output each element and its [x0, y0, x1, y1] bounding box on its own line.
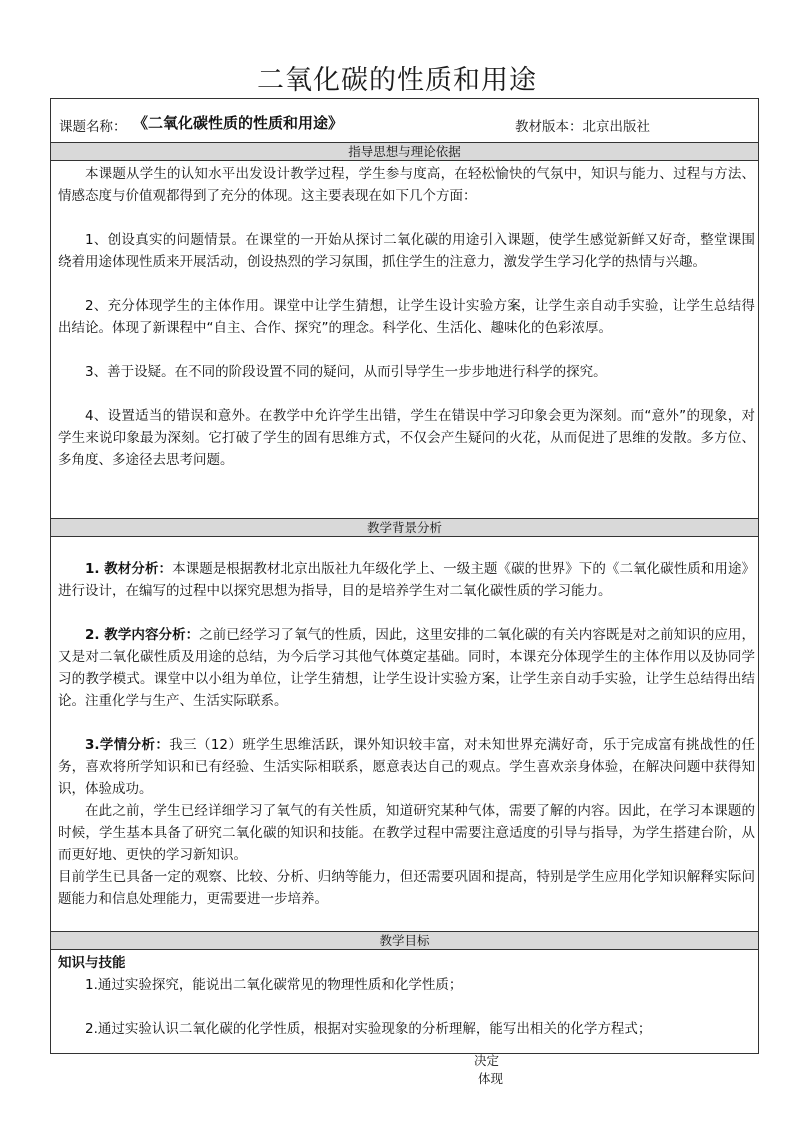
guiding-paragraph: 2、充分体现学生的主体作用。课堂中让学生猜想，让学生设计实验方案，让学生亲自动手实验，让学生总结得出结论。体现了新课程中“自主、合作、探究”的理念。科学化、生活化、趣味化的色彩浓厚。	[58, 298, 755, 336]
overflow-text	[474, 1052, 503, 1088]
lesson-table	[50, 98, 759, 1054]
guiding-paragraph: 4、设置适当的错误和意外。在教学中允许学生出错，学生在错误中学习印象会更为深刻。而“意外”的现象，对学生来说印象最为深刻。它打破了学生的固有思维方式，不仅会产生疑问的火花，从而促进了思维的发散。多方位、多角度、多途径去思考问题。	[58, 408, 755, 468]
background-paragraph: 在此之前，学生已经详细学习了氧气的有关性质，知道研究某种气体，需要了解的内容。因此，在学习本课题的时候，学生基本具备了研究二氧化碳的知识和技能。在教学过程中需要注意适度的引导与指导，为学生搭建台阶，从而更好地、更快的学习新知识。	[58, 803, 755, 863]
guiding-paragraph: 1、创设真实的问题情景。在课堂的一开始从探讨二氧化碳的用途引入课题，使学生感觉新鲜又好奇，整堂课围绕着用途体现性质来开展活动，创设热烈的学习氛围，抓住学生的注意力，激发学生学习化学的热情与兴趣。	[58, 232, 755, 270]
background-paragraph: 2. 教学内容分析：之前已经学习了氧气的性质，因此，这里安排的二氧化碳的有关内容既是对之前知识的应用，又是对二氧化碳性质及用途的总结，为今后学习其他气体奠定基础。同时，本课充分体现学生的主体作用以及协同学习的教学模式。课堂中以小组为单位，让学生猜想，让学生设计实验方案，让学生亲自动手实验，让学生总结得出结论。注重化学与生产、生活实际联系。	[58, 627, 755, 709]
textbook-edition: 教材版本：北京出版社	[515, 119, 650, 135]
page-title: 二氧化碳的性质和用途	[257, 65, 537, 96]
course-label: 课题名称：	[59, 119, 127, 135]
course-info-row	[51, 99, 758, 143]
background-paragraph: 3.学情分析：我三（12）班学生思维活跃，课外知识较丰富，对未知世界充满好奇，乐于完成富有挑战性的任务，喜欢将所学知识和已有经验、生活实际相联系，愿意表达自己的观点。学生喜欢亲身体验，在解决问题中获得知识，体验成功。	[58, 737, 755, 797]
paragraph-label: 3.学情分析：	[85, 737, 170, 753]
overflow-line: 体现	[478, 1071, 504, 1086]
section-heading-background: 教学背景分析	[51, 518, 758, 537]
paragraph-label: 2. 教学内容分析：	[85, 627, 200, 643]
overflow-line: 决定	[474, 1053, 500, 1068]
goals-subheading: 知识与技能	[58, 955, 126, 971]
guiding-paragraph: 本课题从学生的认知水平出发设计教学过程，学生参与度高，在轻松愉快的气氛中，知识与能力、过程与方法、情感态度与价值观都得到了充分的体现。这主要表现在如下几个方面：	[58, 166, 755, 204]
section-heading-guiding: 指导思想与理论依据	[51, 142, 758, 161]
guiding-content	[58, 163, 755, 471]
goal-item: 2.通过实验认识二氧化碳的化学性质，根据对实验现象的分析理解，能写出相关的化学方程式；	[85, 1021, 652, 1037]
section-heading-goals: 教学目标	[51, 931, 758, 950]
background-content	[58, 558, 755, 910]
course-name: 《二氧化碳性质的性质和用途》	[133, 114, 344, 132]
paragraph-label: 1. 教材分析：	[85, 561, 173, 577]
goal-item: 1.通过实验探究，能说出二氧化碳常见的物理性质和化学性质；	[85, 977, 463, 993]
background-paragraph: 1. 教材分析：本课题是根据教材北京出版社九年级化学上、一级主题《碳的世界》下的《二氧化碳性质和用途》进行设计，在编写的过程中以探究思想为指导，目的是培养学生对二氧化碳性质的学习能力。	[58, 561, 755, 599]
goals-content	[58, 952, 755, 1040]
guiding-paragraph: 3、善于设疑。在不同的阶段设置不同的疑问，从而引导学生一步步地进行科学的探究。	[85, 364, 607, 380]
background-paragraph: 目前学生已具备一定的观察、比较、分析、归纳等能力，但还需要巩固和提高，特别是学生应用化学知识解释实际问题能力和信息处理能力，更需要进一步培养。	[58, 869, 755, 907]
